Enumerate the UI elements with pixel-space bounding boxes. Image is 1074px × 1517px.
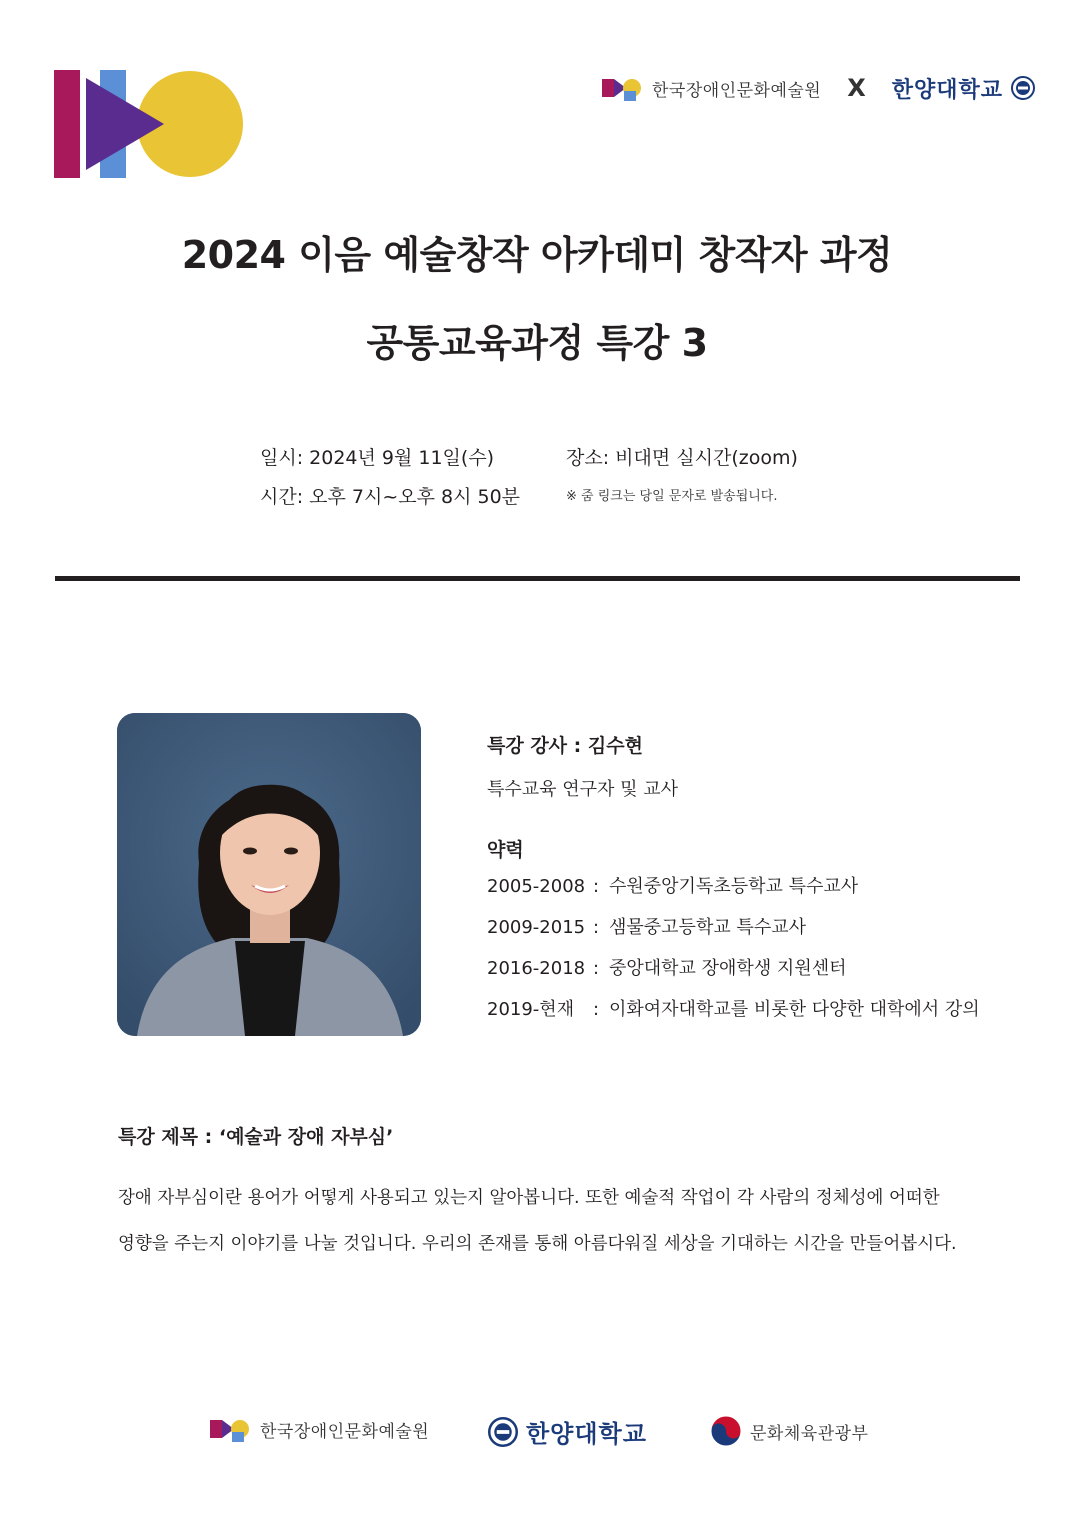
university-name: 한양대학교 — [891, 77, 1004, 103]
career-sep: : — [593, 917, 600, 938]
footer-org-name: 한국장애인문화예술원 — [260, 1421, 430, 1442]
career-sep: : — [593, 958, 600, 979]
career-desc: 중앙대학교 장애학생 지원센터 — [609, 958, 847, 979]
footer-hanyang — [488, 1414, 647, 1449]
career-sep: : — [593, 876, 600, 897]
speaker-photo — [117, 713, 421, 1036]
career-years: 2005-2008 — [487, 876, 586, 897]
event-date: 일시: 2024년 9월 11일(수) — [260, 447, 495, 469]
event-place: 장소: 비대면 실시간(zoom) — [566, 447, 798, 469]
career-item — [487, 954, 847, 980]
lecture-desc-line2: 영향을 주는지 이야기를 나눌 것입니다. 우리의 존재를 통해 아름다워질 세상을 기대하는 시간을 만들어봅시다. — [118, 1234, 957, 1254]
header-partners — [602, 70, 1035, 106]
career-desc: 샘물중고등학교 특수교사 — [609, 917, 806, 938]
career-item — [487, 872, 858, 898]
footer-ministry-name: 문화체육관광부 — [750, 1423, 869, 1444]
kaca-logo-icon — [210, 1416, 252, 1442]
taegeuk-icon — [710, 1415, 742, 1447]
org-name: 한국장애인문화예술원 — [652, 80, 822, 101]
sub-title: 공통교육과정 특강 3 — [366, 321, 708, 365]
career-desc: 수원중앙기독초등학교 특수교사 — [609, 876, 859, 897]
footer-ministry — [710, 1415, 868, 1447]
event-time: 시간: 오후 7시~오후 8시 50분 — [260, 486, 521, 508]
lecture-title: 특강 제목 : ‘예술과 장애 자부심’ — [118, 1126, 394, 1148]
speaker-role: 특수교육 연구자 및 교사 — [487, 779, 679, 800]
footer-university-name: 한양대학교 — [526, 1420, 647, 1448]
career-item — [487, 913, 806, 939]
career-item — [487, 995, 980, 1021]
lecture-desc-line1: 장애 자부심이란 용어가 어떻게 사용되고 있는지 알아봅니다. 또한 예술적 작업이 각 사람의 정체성에 어떠한 — [118, 1188, 940, 1208]
main-title: 2024 이음 예술창작 아카데미 창작자 과정 — [181, 233, 893, 277]
speaker-heading: 특강 강사 : 김수현 — [487, 735, 643, 757]
career-sep: : — [593, 999, 600, 1020]
university-seal-icon — [488, 1417, 518, 1447]
kaca-logo-icon — [602, 75, 644, 101]
footer-kaca — [210, 1416, 429, 1442]
ieum-brand-logo — [54, 70, 244, 178]
career-desc: 이화여자대학교를 비롯한 다양한 대학에서 강의 — [609, 999, 980, 1020]
section-divider — [55, 576, 1020, 581]
zoom-note: ※ 줌 링크는 당일 문자로 발송됩니다. — [566, 489, 778, 504]
collaboration-x: X — [847, 74, 866, 102]
career-years: 2009-2015 — [487, 917, 586, 938]
career-years: 2019-현재 — [487, 999, 575, 1020]
career-years: 2016-2018 — [487, 958, 586, 979]
career-heading: 약력 — [487, 839, 524, 861]
university-seal-icon — [1011, 76, 1035, 100]
